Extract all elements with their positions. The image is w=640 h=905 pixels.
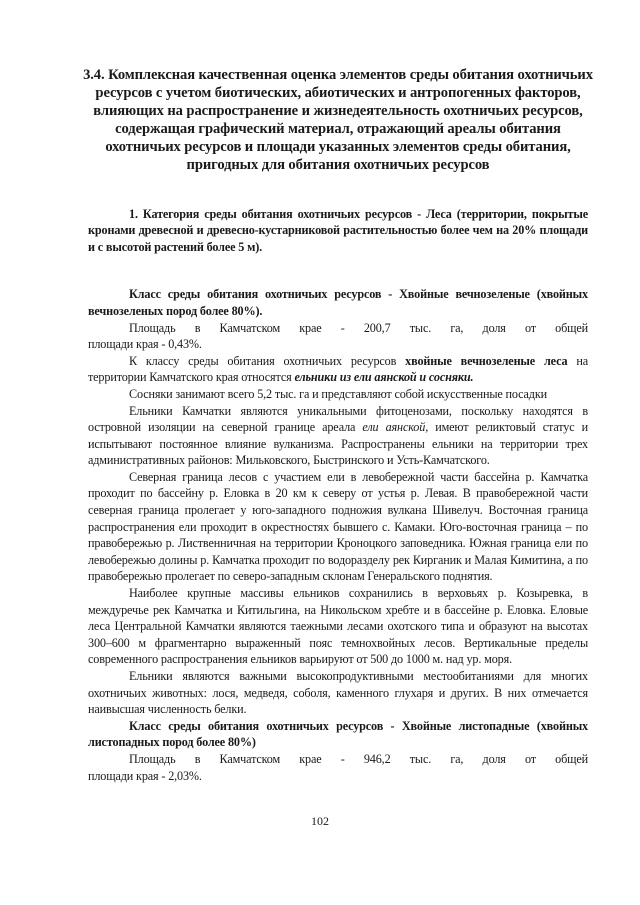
- class1-area-line2: площади края - 0,43%.: [88, 337, 202, 352]
- class1-paragraph-5: Наиболее крупные массивы ельников сохранились в верховьях р. Козыревка, в междуречье рек Камчатка и Китильгина, на Никольском хребте и в бассейне р. Еловка. Еловые леса Центральной Камчатки являются таежными лесами охотского типа и образуют на высотах 300–600 м фрагментарно выраженный пояс темнохвойных лесов. Вертикальные пределы современного распространения ельников варьируют от 500 до 1000 м. над ур. моря.: [88, 586, 588, 667]
- page-number: 102: [311, 814, 329, 828]
- class2-area-line2: площади края - 2,03%.: [88, 768, 202, 783]
- class1-heading: Класс среды обитания охотничьих ресурсов - Хвойные вечнозеленые (хвойных вечнозеленых пород более 80%).: [88, 287, 588, 318]
- class2-area-line1: Площадь в Камчатском крае - 946,2 тыс. га, доля от общей: [129, 751, 588, 766]
- section-title: 3.4. Комплексная качественная оценка элементов среды обитания охотничьих ресурсов с учетом биотических, абиотических и антропогенных факторов, влияющих на распространение и жизнедеятельность охотничьих ресурсов, содержащая графический материал, отражающий ареалы обитания охотничьих ресурсов и площади указанных элементов среды обитания, пригодных для обитания охотничьих ресурсов: [83, 67, 593, 174]
- class1-paragraph-1: [88, 353, 588, 386]
- p3-text-b: ели аянской: [362, 420, 426, 435]
- document-page: [83, 66, 593, 784]
- class1-paragraph-2: Сосняки занимают всего 5,2 тыс. га и представляют собой искусственные посадки: [129, 386, 547, 401]
- category-paragraph: 1. Категория среды обитания охотничьих ресурсов - Леса (территории, покрытые кронами древесной и древесно-кустарниковой растительностью более чем на 20% площади и с высотой растений более 5 м).: [88, 206, 588, 254]
- p3-text-c: , имеют реликтовый статус и испытывают постоянное влияние вулканизма. Распространены ельники на территории трех административных районов: Мильковского, Быстринского и Усть-Камчатского.: [88, 420, 588, 468]
- class1-area-line1: Площадь в Камчатском крае - 200,7 тыс. га, доля от общей: [129, 320, 588, 335]
- p1-text-d: ельники из ели аянской и сосняки.: [294, 370, 474, 385]
- class2-heading: Класс среды обитания охотничьих ресурсов - Хвойные листопадные (хвойных листопадных пород более 80%): [88, 718, 588, 750]
- class1-paragraph-6: Ельники являются важными высокопродуктивными местообитаниями для многих охотничьих животных: лося, медведя, соболя, каменного глухаря и других. В них отмечается наивысшая численность белки.: [88, 669, 588, 717]
- class1-paragraph-4: Северная граница лесов с участием ели в левобережной части бассейна р. Камчатка проходит по бассейну р. Еловка в 20 км к северу от устья р. Левая. В правобережной части северная граница пролегает у юго-западного подножия вулкана Шивелуч. Восточная граница распространения ели проходит в окрестностях бывшего с. Камаки. Юго-восточная граница – по правобережью р. Лиственничная на территории Кроноцкого заповедника. Южная граница ели по левобережью долины р. Камчатка проходит по водоразделу рек Кирганик и Малая Кимитина, а по правобережью пролегает по северо-западным склонам Генеральского поднятия.: [88, 469, 588, 584]
- p3-text-a: Ельники Камчатки являются уникальными фитоценозами, поскольку находятся в островной изоляции на северной границе ареала: [88, 403, 588, 435]
- p1-text-a: К классу среды обитания охотничьих ресурсов: [129, 353, 406, 368]
- p1-text-b: хвойные вечнозеленые леса: [405, 353, 568, 368]
- p1-text-c: на территории Камчатского края относятся: [88, 353, 588, 385]
- class1-paragraph-3: [88, 403, 588, 469]
